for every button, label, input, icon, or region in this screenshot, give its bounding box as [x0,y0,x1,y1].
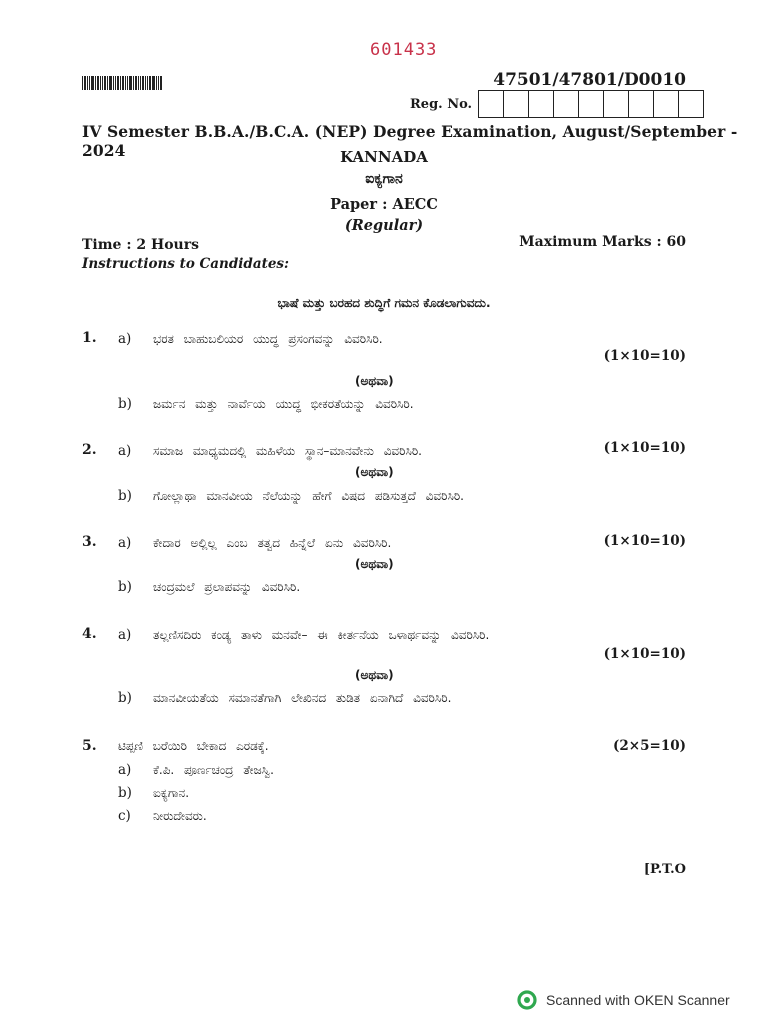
barcode-stripe [107,76,108,90]
barcode-stripe [133,76,134,90]
reg-no-box [654,91,679,117]
question-marks: (1×10=10) [603,533,686,549]
or-divider: (ಅಥವಾ) [355,465,394,479]
barcode [82,76,172,90]
question-text: ಸಮಾಜ ಮಾಧ್ಯಮದಲ್ಲಿ ಮಹಿಳೆಯ ಸ್ಥಾನ–ಮಾನವೇನು ವಿವರಿಸಿರಿ. [153,444,422,458]
barcode-stripe [115,76,116,90]
question-option-label: a) [118,443,132,459]
barcode-stripe [127,76,128,90]
barcode-stripe [104,76,106,90]
barcode-stripe [152,76,155,90]
serial-stamp: 601433 [370,40,438,60]
regular-label: (Regular) [344,217,424,234]
question-number: 4. [82,626,97,642]
barcode-stripe [113,76,114,90]
barcode-stripe [100,76,101,90]
pto-marker: [P.T.O [643,862,686,877]
barcode-stripe [84,76,86,90]
reg-no-row [410,90,704,118]
barcode-stripe [102,76,103,90]
barcode-stripe [89,76,90,90]
question-marks: (2×5=10) [613,738,686,754]
question-number: 1. [82,330,97,346]
question-text: ಚಂದ್ರಮಲೆ ಪ್ರಲಾಪವನ್ನು ವಿವರಿಸಿರಿ. [153,580,301,594]
barcode-stripe [87,76,88,90]
question-option-label: b) [118,579,132,595]
question-text: ಮಾನವೀಯತೆಯ ಸಮಾನತೆಗಾಗಿ ಲೇಖಿನದ ತುಡಿತ ಏನಾಗಿದೆ ವಿವರಿಸಿರಿ. [153,691,452,705]
reg-no-label: Reg. No. [410,96,473,112]
reg-no-box [679,91,703,117]
question-text: ಕೇದಾರ ಅಲ್ಲಿಲ್ಲ ಎಂಬ ತತ್ವದ ಹಿನ್ನೆಲೆ ಏನು ವಿವರಿಸಿರಿ. [153,536,392,550]
barcode-stripe [160,76,162,90]
question-text: ತಲ್ಲಣಿಸದಿರು ಕಂಡ್ಯ ತಾಳು ಮನವೇ– ಈ ಕೀರ್ತನೆಯ ಒಳಾರ್ಥವನ್ನು ವಿವರಿಸಿರಿ. [153,628,490,642]
barcode-stripe [156,76,157,90]
reg-no-boxes [478,90,704,118]
barcode-stripe [129,76,132,90]
question-text: ನೀರುದೇವರು. [153,809,207,823]
instruction-note: ಭಾಷೆ ಮತ್ತು ಬರಹದ ಶುದ್ಧಿಗೆ ಗಮನ ಕೊಡಲಾಗುವದು. [277,296,491,310]
barcode-stripe [138,76,139,90]
reg-no-box [629,91,654,117]
barcode-stripe [95,76,96,90]
paper-code: 47501/47801/D0010 [493,70,686,90]
barcode-stripe [97,76,99,90]
question-option-label: c) [118,808,131,824]
or-divider: (ಅಥವಾ) [355,668,394,682]
question-option-label: b) [118,785,132,801]
barcode-stripe [145,76,146,90]
barcode-stripe [122,76,124,90]
question-number: 2. [82,442,97,458]
question-option-label: b) [118,396,132,412]
barcode-stripe [120,76,121,90]
question-marks: (1×10=10) [603,348,686,364]
question-option-label: a) [118,331,132,347]
scanner-logo-icon [517,990,537,1010]
question-text: ಗೋಲ್ಲಾಥಾ ಮಾನವೀಯ ನೆಲೆಯನ್ನು ಹೇಗೆ ವಿಷದ ಪಡಿಸುತ್ತದೆ ವಿವರಿಸಿರಿ. [153,489,464,503]
barcode-stripe [91,76,94,90]
question-option-label: a) [118,627,132,643]
question-option-label: a) [118,762,132,778]
question-number: 3. [82,534,97,550]
question-text: ಕೆ.ಪಿ. ಪೂರ್ಣಚಂದ್ರ ತೇಜಸ್ವಿ. [153,763,274,777]
barcode-stripe [158,76,159,90]
reg-no-box [504,91,529,117]
exam-title: IV Semester B.B.A./B.C.A. (NEP) Degree Examination, August/September - 2024 [82,122,738,160]
instructions-heading: Instructions to Candidates: [82,256,290,272]
or-divider: (ಅಥವಾ) [355,374,394,388]
subject: KANNADA [340,148,428,166]
question-marks: (1×10=10) [603,646,686,662]
or-divider: (ಅಥವಾ) [355,557,394,571]
reg-no-box [529,91,554,117]
question-text: ಜರ್ಮನ ಮತ್ತು ನಾರ್ವೆಯ ಯುದ್ಧ ಭೀಕರತೆಯನ್ನು ವಿವರಿಸಿರಿ. [153,397,414,411]
reg-no-box [604,91,629,117]
reg-no-box [479,91,504,117]
scanner-watermark-text: Scanned with OKEN Scanner [546,992,730,1008]
barcode-stripe [147,76,148,90]
barcode-stripe [149,76,151,90]
paper-name: Paper : AECC [330,196,438,213]
barcode-stripe [82,76,83,90]
barcode-stripe [142,76,144,90]
barcode-stripe [135,76,137,90]
barcode-stripe [117,76,119,90]
barcode-stripe [125,76,126,90]
question-text: ಐಕ್ಯಗಾನ. [153,786,190,800]
scanner-watermark [517,990,730,1010]
question-marks: (1×10=10) [603,440,686,456]
max-marks: Maximum Marks : 60 [519,234,686,250]
barcode-stripe [140,76,141,90]
subject-kannada: ಐಕ್ಯಗಾನ [365,171,403,187]
reg-no-box [579,91,604,117]
question-text: ಟಿಪ್ಪಣಿ ಬರೆಯಿರಿ ಬೇಕಾದ ಎರಡಕ್ಕೆ. [118,739,269,753]
barcode-stripe [109,76,112,90]
question-text: ಭರತ ಬಾಹುಬಲಿಯರ ಯುದ್ಧ ಪ್ರಸಂಗವನ್ನು ವಿವರಿಸಿರಿ. [153,332,383,346]
question-option-label: b) [118,488,132,504]
question-option-label: a) [118,535,132,551]
reg-no-box [554,91,579,117]
question-number: 5. [82,738,97,754]
time-duration: Time : 2 Hours [82,237,199,253]
question-option-label: b) [118,690,132,706]
